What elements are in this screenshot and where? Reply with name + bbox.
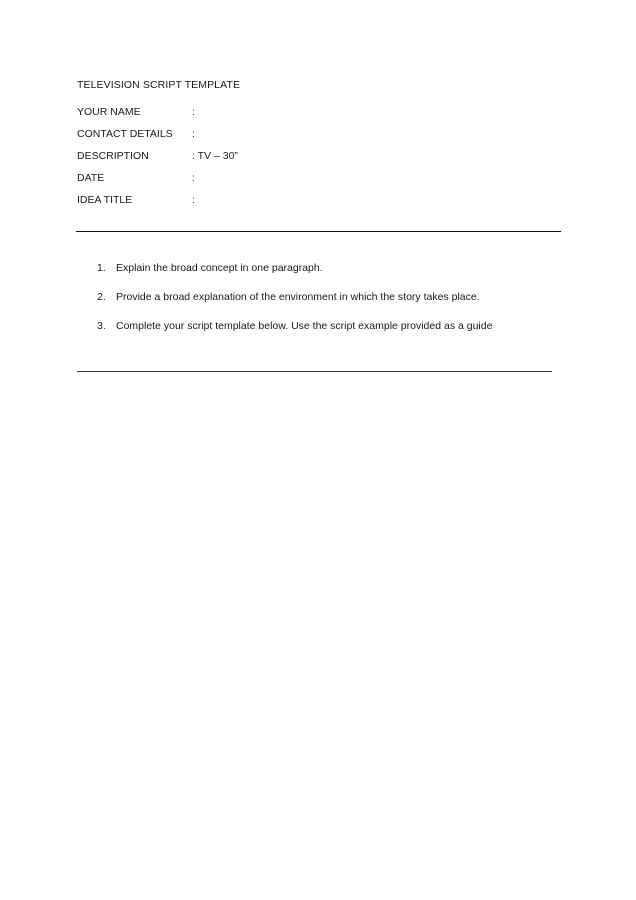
field-description xyxy=(77,150,477,164)
field-contact-details xyxy=(77,128,477,142)
field-date xyxy=(77,172,477,186)
field-label: CONTACT DETAILS xyxy=(77,128,173,140)
list-item-number: 1. xyxy=(97,262,106,274)
field-label: DESCRIPTION xyxy=(77,150,149,162)
field-label: IDEA TITLE xyxy=(77,194,133,206)
list-item-number: 3. xyxy=(97,320,106,332)
field-idea-title xyxy=(77,194,477,208)
field-label: YOUR NAME xyxy=(77,106,141,118)
field-your-name xyxy=(77,106,477,120)
field-label: DATE xyxy=(77,172,105,184)
section-divider xyxy=(76,231,561,232)
field-value: : xyxy=(192,106,195,118)
list-item xyxy=(97,320,567,334)
field-value: : xyxy=(192,194,195,206)
instructions-list xyxy=(97,262,567,349)
list-item-text: Provide a broad explanation of the environment in which the story takes place. xyxy=(116,291,480,303)
field-value: : xyxy=(192,128,195,140)
list-item-text: Complete your script template below. Use the script example provided as a guide xyxy=(116,320,493,332)
field-value: : xyxy=(192,172,195,184)
list-item-number: 2. xyxy=(97,291,106,303)
list-item xyxy=(97,262,567,276)
underline-separator xyxy=(77,371,552,372)
field-value: : TV – 30” xyxy=(192,150,238,162)
list-item xyxy=(97,291,567,305)
document-title: TELEVISION SCRIPT TEMPLATE xyxy=(77,79,241,91)
list-item-text: Explain the broad concept in one paragraph. xyxy=(116,262,323,274)
